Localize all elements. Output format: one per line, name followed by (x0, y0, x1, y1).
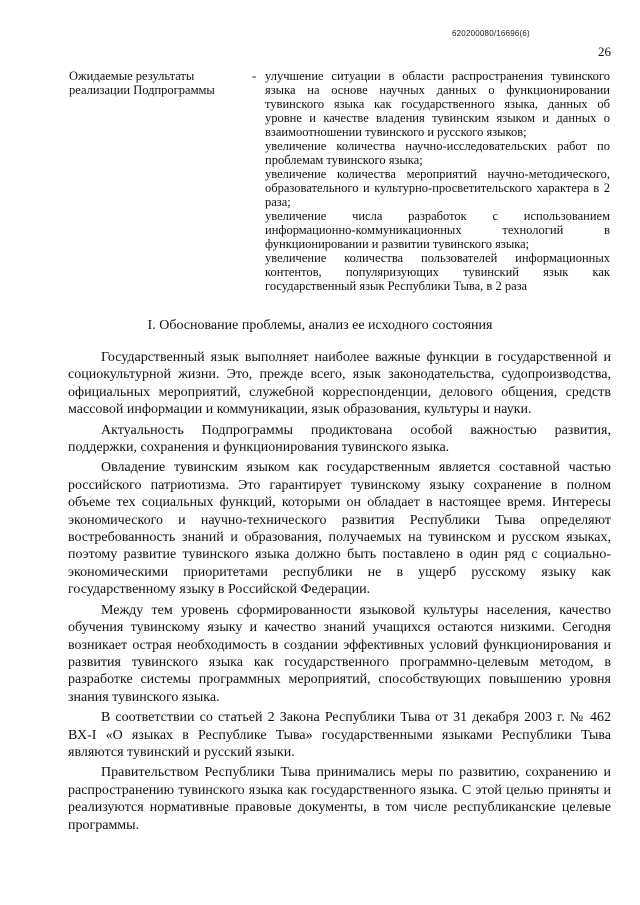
results-item: увеличение количества мероприятий научно-методического, образовательного и культурно-просветительского характера в 2 раза; (265, 167, 610, 209)
results-item: увеличение количества научно-исследовательских работ по проблемам тувинского языка; (265, 139, 610, 167)
expected-results-dash: - (252, 69, 257, 83)
document-code: 620200080/16696(6) (452, 29, 530, 38)
section-body (68, 349, 611, 837)
body-paragraph: Актуальность Подпрограммы продиктована особой важностью развития, поддержки, сохранения и функционирования тувинского языка. (68, 422, 611, 456)
expected-results-label: Ожидаемые результаты реализации Подпрограммы (69, 69, 215, 97)
results-item: увеличение количества пользователей информационных контентов, популяризующих тувинский язык как государственный язык Республики Тыва, в 2 раза (265, 251, 610, 293)
results-item: увеличение числа разработок с использованием информационно-коммуникационных технологий в функционировании и развитии тувинского языка; (265, 209, 610, 251)
body-paragraph: Овладение тувинским языком как государственным является составной частью российского патриотизма. Это гарантирует тувинскому языку сохранение в полном объеме тех социальных функций, которыми он обладает в настоящее время. Интересы экономического и научно-технического развития Республики Тыва определяют востребованность знаний и образования, получаемых на тувинском и русском языках, поэтому развитие тувинского языка должно быть поставлено в один ряд с социально-экономическими приоритетами республики не в ущерб русскому языку как государственному языку в Российской Федерации. (68, 460, 611, 598)
body-paragraph: В соответствии со статьей 2 Закона Республики Тыва от 31 декабря 2003 г. № 462 ВХ-I «О языках в Республике Тыва» государственными языками Республики Тыва являются тувинский и русский языки. (68, 710, 611, 760)
page-number: 26 (598, 44, 611, 59)
section-heading: I. Обоснование проблемы, анализ ее исходного состояния (147, 318, 493, 333)
results-item: улучшение ситуации в области распространения тувинского языка на основе научных данных о функционировании тувинского языка как государственного языка, данных об уровне и качестве владения тувинским языком и данных о взаимоотношении тувинского и русского языков; (265, 69, 610, 139)
body-paragraph: Между тем уровень сформированности языковой культуры населения, качество обучения тувинскому языку и качество знаний учащихся остаются низкими. Сегодня возникает острая необходимость в создании эффективных условий функционирования и развития тувинского языка как государственного программно-целевым методом, в разработке системы программных мероприятий, способствующих повышению уровня знания тувинского языка. (68, 602, 611, 705)
expected-results-list (265, 69, 610, 293)
body-paragraph: Правительством Республики Тыва принимались меры по развитию, сохранению и распространению тувинского языка как государственного языка. С этой целью приняты и реализуются нормативные правовые документы, в том числе республиканские целевые программы. (68, 765, 611, 833)
body-paragraph: Государственный язык выполняет наиболее важные функции в государственной и социокультурной жизни. Это, прежде всего, язык законодательства, судопроизводства, официальных мероприятий, служебной корреспонденции, делового общения, средств массовой информации и коммуникации, язык образования, культуры и науки. (68, 350, 611, 418)
